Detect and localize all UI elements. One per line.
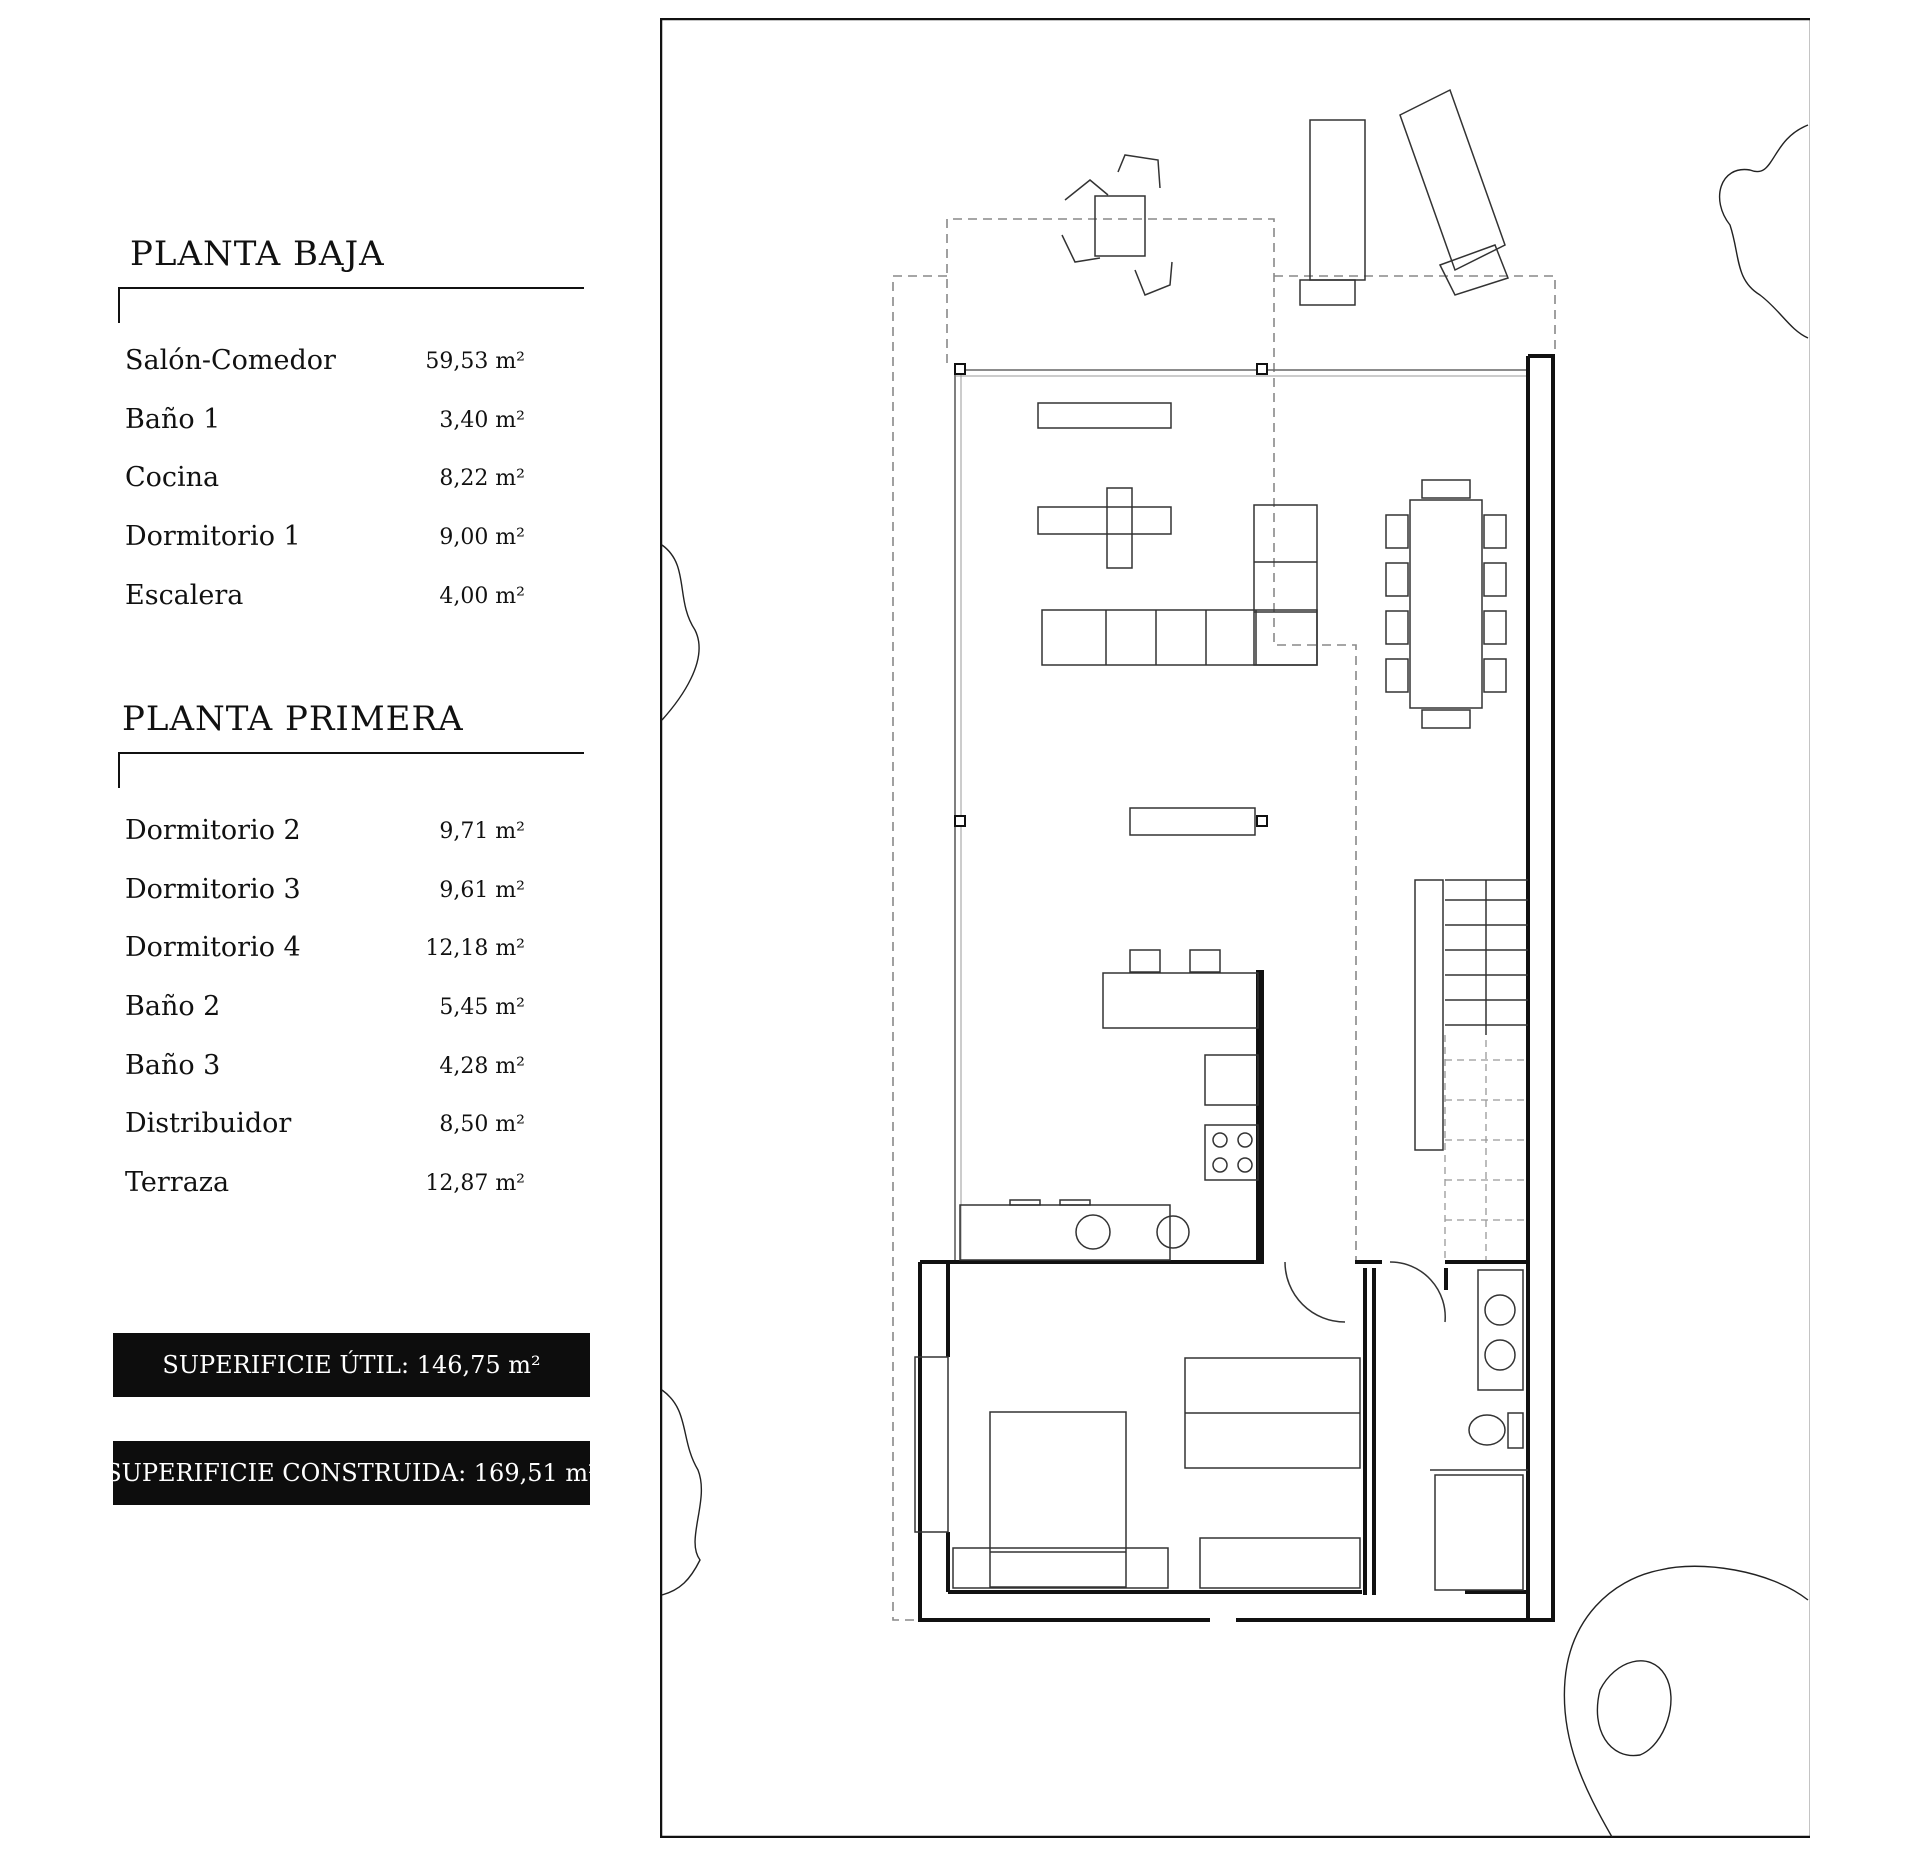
list-item [125,580,525,620]
list-item [125,815,525,855]
kitchen-furniture [960,950,1258,1260]
room-name: Distribuidor [125,1108,292,1139]
first-floor-rule [118,752,584,754]
list-item [125,932,525,972]
room-name: Cocina [125,462,220,493]
room-area: 4,28 m² [439,1054,525,1079]
room-name: Escalera [125,580,244,611]
room-area: 9,61 m² [439,878,525,903]
ground-floor-rule [118,287,584,289]
room-area: 8,50 m² [439,1112,525,1137]
room-area: 12,18 m² [425,936,525,961]
list-item [125,1050,525,1090]
room-name: Terraza [125,1167,230,1198]
room-area: 9,00 m² [439,525,525,550]
floor-plan-drawing [660,18,1810,1838]
plan-frame [661,19,1810,1837]
first-floor-title: PLANTA PRIMERA [122,699,464,739]
list-item [125,521,525,561]
ground-floor-rule-tick [118,287,120,323]
list-item [125,404,525,444]
first-floor-rule-tick [118,752,120,788]
room-area: 9,71 m² [439,819,525,844]
list-item [125,991,525,1031]
room-area: 4,00 m² [439,584,525,609]
ground-floor-title: PLANTA BAJA [130,234,385,274]
staircase-below [1445,1035,1528,1260]
room-name: Dormitorio 1 [125,521,301,552]
room-name: Dormitorio 2 [125,815,301,846]
room-name: Dormitorio 3 [125,874,301,905]
list-item [125,1167,525,1207]
room-name: Baño 1 [125,404,221,435]
list-item [125,874,525,914]
staircase [1415,880,1528,1150]
dining-table [1386,480,1506,728]
tree-outlines [662,125,1808,1837]
room-area: 8,22 m² [439,466,525,491]
room-area: 3,40 m² [439,408,525,433]
list-item [125,345,525,385]
room-area: 5,45 m² [439,995,525,1020]
outdoor-furniture [1062,90,1508,305]
room-area: 12,87 m² [425,1171,525,1196]
room-name: Salón-Comedor [125,345,336,376]
upper-floor-outline [893,219,1555,1620]
list-item [125,1108,525,1148]
room-name: Baño 3 [125,1050,221,1081]
useful-area-badge: SUPERIFICIE ÚTIL: 146,75 m² [113,1333,590,1397]
room-name: Dormitorio 4 [125,932,301,963]
room-name: Baño 2 [125,991,221,1022]
pillars [955,364,1267,826]
area-legend [0,0,650,1849]
exterior-walls [920,356,1553,1620]
built-area-badge: SUPERIFICIE CONSTRUIDA: 169,51 m² [113,1441,590,1505]
living-room-furniture [1038,403,1317,835]
floor-plan [660,18,1810,1838]
room-area: 59,53 m² [425,349,525,374]
list-item [125,462,525,502]
